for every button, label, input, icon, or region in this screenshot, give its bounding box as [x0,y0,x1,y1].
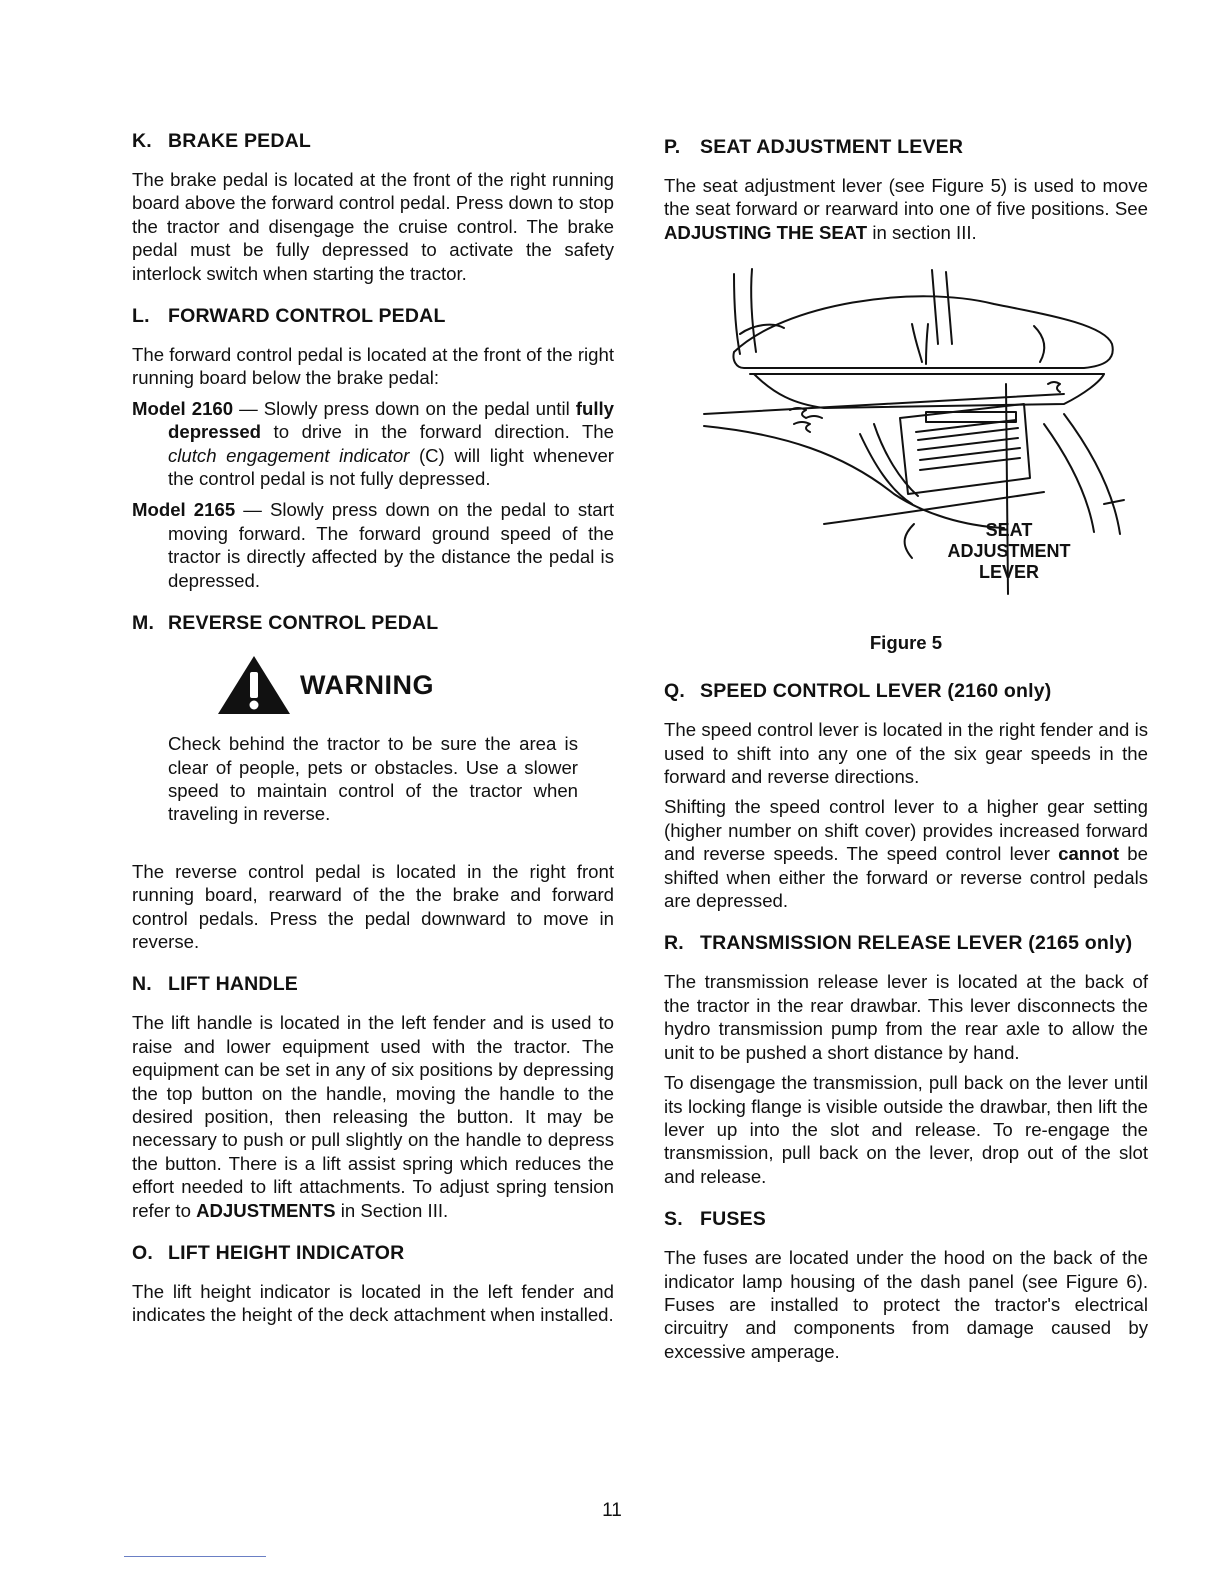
warning-text: Check behind the tractor to be sure the area is clear of people, pets or obstacles. Use a slower speed to maintain control of the tractor when traveling in reverse. [168,733,578,825]
section-q-body-2: Shifting the speed control lever to a higher gear setting (higher number on shift cover) provides increased forward and reverse speeds. The speed control lever cannot be shifted when either the forward or reverse control pedals are depressed. [664,796,1148,912]
section-o-heading: O. LIFT HEIGHT INDICATOR [132,1242,405,1264]
section-m-heading: M. REVERSE CONTROL PEDAL [132,612,439,635]
section-k-body: The brake pedal is located at the front of the right running board above the forward control pedal. Press down to stop the tractor and disengage the cruise control. The brake pedal must be fully depressed to activate the safety interlock switch when starting the tractor. [132,169,614,284]
warning-box [132,650,614,826]
warning-title: WARNING [300,669,434,700]
page-number: 11 [602,1500,622,1521]
section-l-body: The forward control pedal is located at the front of the right running board below the brake pedal: [132,344,614,389]
section-l-heading: L. FORWARD CONTROL PEDAL [132,305,446,328]
warning-triangle-icon [216,654,292,716]
section-p-body: The seat adjustment lever (see Figure 5) is used to move the seat forward or rearward into one of five positions. See ADJUSTING THE SEAT in section III. [664,175,1148,243]
model-2160-paragraph: Model 2160 — Slowly press down on the pedal until fully depressed to drive in the forward direction. The clutch engagement indicator (C) will light whenever the control pedal is not fully depressed. [132,397,614,490]
section-q-heading: Q. SPEED CONTROL LEVER (2160 only) [664,680,1052,703]
section-r-body-2: To disengage the transmission, pull back on the lever until its locking flange is visible outside the drawbar, then lift the lever up into the slot and release. To re-engage the transmission, pull back on the lever, drop out of the slot and release. [664,1072,1148,1187]
section-s-heading: S. FUSES [664,1208,767,1231]
section-o-body: The lift height indicator is located in the left fender and indicates the height of the deck attachment when installed. [132,1281,614,1326]
left-column [132,130,614,1347]
right-column [664,136,1148,1383]
section-n-body: The lift handle is located in the left fender and is used to raise and lower equipment used with the tractor. The equipment can be set in any of six positions by depressing the top button on the handle, moving the handle to the desired position, then releasing the button. It may be necessary to push or pull slightly on the handle to depress the button. There is a lift assist spring which reduces the effort needed to lift attachments. To adjust spring tension refer to ADJUSTMENTS in Section III. [132,1012,614,1221]
footer-rule [124,1556,266,1557]
seat-adjustment-lever-label: SEAT ADJUSTMENT LEVER [947,520,1071,583]
section-k-heading: K. BRAKE PEDAL [132,130,312,152]
section-r-heading: R. TRANSMISSION RELEASE LEVER (2165 only) [664,932,1133,955]
figure-5-seat-illustration [664,264,1148,624]
model-2165-paragraph: Model 2165 — Slowly press down on the pedal to start moving forward. The forward ground speed of the tractor is directly affected by the distance the pedal is depressed. [132,499,614,591]
section-s-body: The fuses are located under the hood on the back of the indicator lamp housing of the dash panel (see Figure 6). Fuses are installed to protect the tractor's electrical circuitry and components from damage caused by excessive amperage. [664,1247,1148,1362]
figure-5-caption: Figure 5 [869,632,943,654]
warning-header [216,650,614,720]
section-n-heading: N. LIFT HANDLE [132,973,299,996]
section-m-body: The reverse control pedal is located in the right front running board, rearward of the the brake and forward control pedals. Press the pedal downward to move in reverse. [132,860,614,952]
section-q-body-1: The speed control lever is located in the right fender and is used to shift into any one of the six gear speeds in the forward and reverse directions. [664,719,1148,788]
section-r-body-1: The transmission release lever is located at the back of the tractor in the rear drawbar. This lever disconnects the hydro transmission pump from the rear axle to allow the unit to be pushed a short distance by hand. [664,971,1148,1063]
section-p-heading: P. SEAT ADJUSTMENT LEVER [664,136,964,158]
